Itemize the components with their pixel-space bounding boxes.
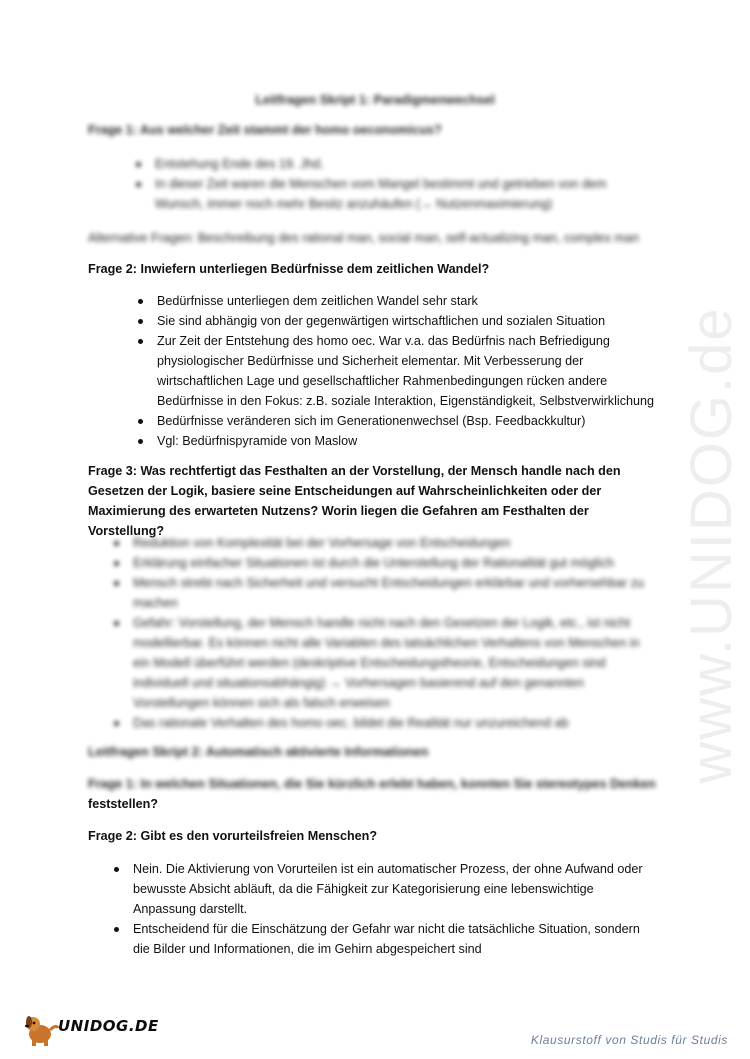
dog-icon <box>22 1012 62 1048</box>
unidog-logo[interactable] <box>22 1012 159 1048</box>
doc-title: Leitfragen Skript 1: Paradigmenwechsel <box>255 93 495 107</box>
s2-q2-heading: Frage 2: Gibt es den vorurteilsfreien Menschen? <box>88 829 378 843</box>
list-item: Entscheidend für die Einschätzung der Gefahr war nicht die tatsächliche Situation, sondern die Bilder und Informationen, die im Gehirn abgespeichert sind <box>108 919 658 959</box>
list-item: In dieser Zeit waren die Menschen vom Mangel bestimmt und getrieben von dem Wunsch, immer noch mehr Besitz anzuhäufen (→ Nutzenmaximierung) <box>130 174 630 214</box>
q2-list <box>132 291 667 451</box>
s2-q2-list <box>108 859 658 959</box>
s2-q1-heading-end: feststellen? <box>88 797 158 811</box>
footer-tagline: Klausurstoff von Studis für Studis <box>530 1033 728 1047</box>
s2-q1-heading: Frage 1: In welchen Situationen, die Sie kürzlich erlebt haben, konnten Sie stereotypes Denken <box>88 777 656 791</box>
q2-heading: Frage 2: Inwiefern unterliegen Bedürfnisse dem zeitlichen Wandel? <box>88 262 490 276</box>
watermark: www.UNIDOG.de <box>679 306 744 784</box>
alternative-questions: Alternative Fragen: Beschreibung des rational man, social man, self-actualizing man, complex man <box>88 231 639 245</box>
list-item: Reduktion von Komplexität bei der Vorhersage von Entscheidungen <box>108 533 653 553</box>
q1-heading: Frage 1: Aus welcher Zeit stammt der homo oeconomicus? <box>88 123 442 137</box>
q3-heading: Frage 3: Was rechtfertigt das Festhalten an der Vorstellung, der Mensch handle nach den Gesetzen der Logik, basiere seine Entscheidungen auf Wahrscheinlichkeiten oder der Maximierung des erwarteten Nutzens? Worin liegen die Gefahren am Festhalten der Vorstellung? <box>88 464 621 538</box>
q1-list <box>130 154 630 214</box>
section2-title: Leitfragen Skript 2: Automatisch aktivierte Informationen <box>88 745 429 759</box>
list-item: Erklärung einfacher Situationen ist durch die Unterstellung der Rationalität gut möglich <box>108 553 653 573</box>
list-item: Bedürfnisse veränderen sich im Generationenwechsel (Bsp. Feedbackkultur) <box>132 411 667 431</box>
list-item: Gefahr: Vorstellung, der Mensch handle nicht nach den Gesetzen der Logik, etc., ist nicht modellierbar. Es können nicht alle Variablen des tatsächlichen Verhaltens von Menschen in ein Modell überführt werden (deskriptive Entscheidungstheorie, Entscheidungen sind individuell und situationsabhängig) → Vorhersagen basierend auf den genannten Vorstellungen können sich als falsch erweisen <box>108 613 653 713</box>
q3-list <box>108 533 653 733</box>
list-item: Mensch strebt nach Sicherheit und versucht Entscheidungen erklärbar und vorhersehbar zu machen <box>108 573 653 613</box>
list-item: Entstehung Ende des 19. Jhd. <box>130 154 630 174</box>
list-item: Vgl: Bedürfnispyramide von Maslow <box>132 431 667 451</box>
list-item: Das rationale Verhalten des homo oec. bildet die Realität nur unzureichend ab <box>108 713 653 733</box>
list-item: Bedürfnisse unterliegen dem zeitlichen Wandel sehr stark <box>132 291 667 311</box>
logo-text: UNIDOG.DE <box>58 1017 159 1035</box>
list-item: Nein. Die Aktivierung von Vorurteilen ist ein automatischer Prozess, der ohne Aufwand oder bewusste Absicht abläuft, da die Fähigkeit zur Kategorisierung eine lebenswichtige Anpassung darstellt. <box>108 859 658 919</box>
list-item: Sie sind abhängig von der gegenwärtigen wirtschaftlichen und sozialen Situation <box>132 311 667 331</box>
list-item: Zur Zeit der Entstehung des homo oec. War v.a. das Bedürfnis nach Befriedigung physiologischer Bedürfnisse und Sicherheit elementar. Mit Verbesserung der wirtschaftlichen Lage und gesellschaftlicher Rahmenbedingungen rücken andere Bedürfnisse in den Fokus: z.B. soziale Interaktion, Eigenständigkeit, Selbstverwirklichung <box>132 331 667 411</box>
